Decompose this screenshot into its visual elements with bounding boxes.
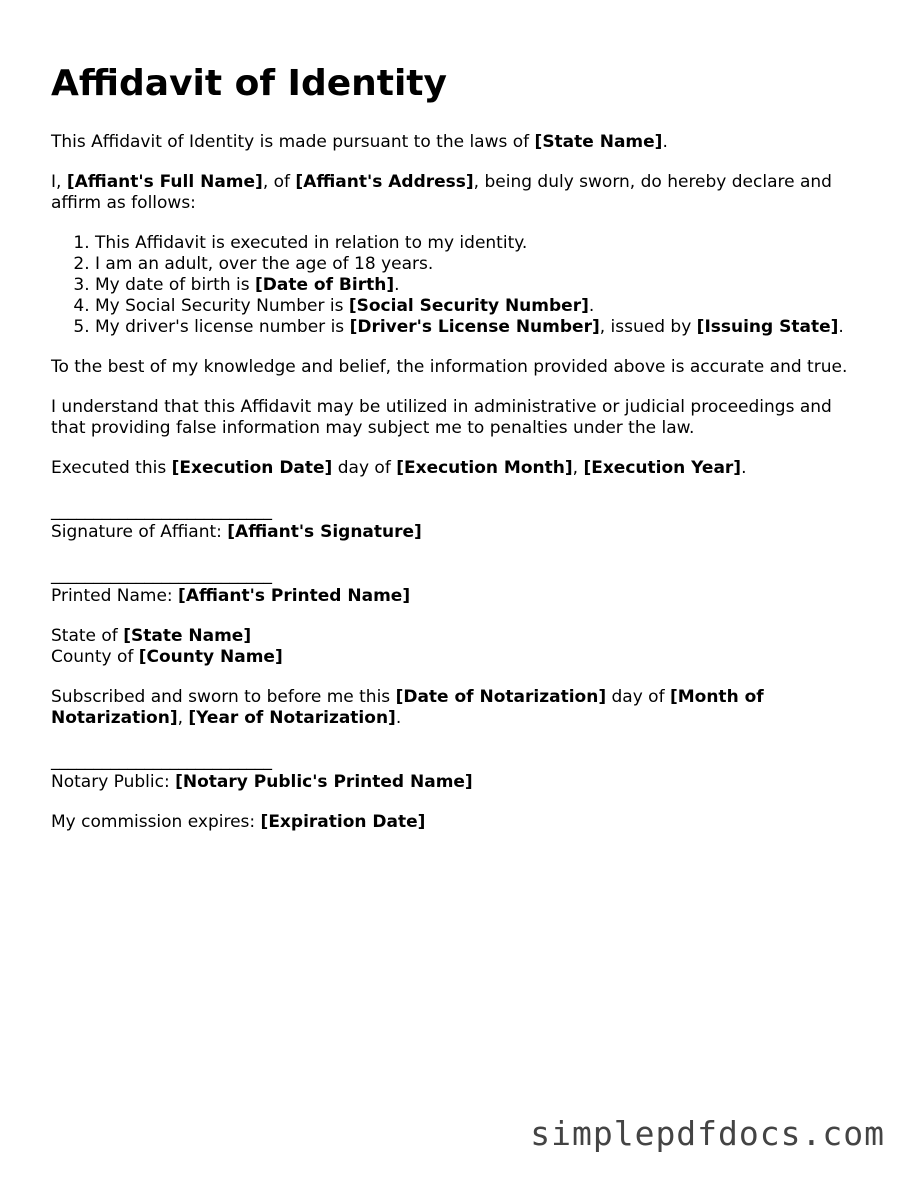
list-item-suffix: . — [588, 296, 595, 317]
subscribed-paragraph — [51, 687, 871, 729]
notary-field — [51, 772, 871, 793]
list-item-text: I am an adult, over the age of 18 years. — [95, 254, 434, 275]
dob-placeholder: [Date of Birth] — [255, 275, 395, 296]
intro-text: This Affidavit of Identity is made pursuant to the laws of — [51, 132, 535, 153]
executed-paragraph — [51, 458, 871, 479]
list-item-text: My date of birth is — [95, 275, 255, 296]
issuing-state-placeholder: [Issuing State] — [696, 317, 839, 338]
statements-list — [51, 233, 871, 338]
declaration-prefix: I, — [51, 172, 67, 193]
list-item-text: My driver's license number is — [95, 317, 350, 338]
declaration-paragraph — [51, 172, 871, 214]
notary-placeholder: [Notary Public's Printed Name] — [175, 772, 473, 793]
executed-mid: day of — [332, 458, 397, 479]
execution-year-placeholder: [Execution Year] — [583, 458, 742, 479]
list-item-mid: , issued by — [599, 317, 697, 338]
printed-name-label: Printed Name: — [51, 586, 179, 607]
notarization-date-placeholder: [Date of Notarization] — [395, 687, 607, 708]
execution-month-placeholder: [Execution Month] — [396, 458, 573, 479]
belief-paragraph: To the best of my knowledge and belief, the information provided above is accurate and true. — [51, 357, 848, 378]
commission-field — [51, 812, 871, 833]
notary-line: __________________________ — [51, 751, 272, 772]
signature-field — [51, 522, 871, 543]
ssn-placeholder: [Social Security Number] — [348, 296, 589, 317]
signature-line: __________________________ — [51, 501, 272, 522]
list-item-suffix: . — [838, 317, 844, 338]
state-placeholder: [State Name] — [534, 132, 663, 153]
subscribed-suffix: . — [395, 708, 402, 729]
venue-block — [51, 626, 871, 668]
document-title: Affidavit of Identity — [51, 63, 447, 104]
expiration-date-placeholder: [Expiration Date] — [260, 812, 426, 833]
list-item-text: My Social Security Number is — [95, 296, 349, 317]
document-page — [51, 62, 871, 852]
notarization-month-placeholder: [Month of Notarization] — [51, 687, 764, 729]
signature-placeholder: [Affiant's Signature] — [227, 522, 422, 543]
subscribed-mid: day of — [606, 687, 670, 708]
understand-paragraph: I understand that this Affidavit may be utilized in administrative or judicial proceedings and that providing false information may subject me to penalties under the law. — [51, 397, 832, 439]
list-item-text: This Affidavit is executed in relation to my identity. — [95, 233, 528, 254]
executed-mid: , — [572, 458, 584, 479]
signature-label: Signature of Affiant: — [51, 522, 228, 543]
printed-name-placeholder: [Affiant's Printed Name] — [178, 586, 411, 607]
declaration-suffix: , being duly sworn, do hereby declare and affirm as follows: — [51, 172, 832, 214]
state-of-placeholder: [State Name] — [123, 626, 252, 647]
subscribed-prefix: Subscribed and sworn to before me this — [51, 687, 396, 708]
executed-prefix: Executed this — [51, 458, 172, 479]
printed-name-line: __________________________ — [51, 565, 272, 586]
list-item-suffix: . — [394, 275, 400, 296]
license-placeholder: [Driver's License Number] — [349, 317, 600, 338]
intro-suffix: . — [662, 132, 668, 153]
execution-date-placeholder: [Execution Date] — [171, 458, 333, 479]
printed-name-field — [51, 586, 871, 607]
commission-label: My commission expires: — [51, 812, 261, 833]
county-placeholder: [County Name] — [138, 647, 283, 668]
intro-paragraph — [51, 132, 871, 153]
affiant-address-placeholder: [Affiant's Address] — [295, 172, 474, 193]
subscribed-mid: , — [177, 708, 189, 729]
watermark-text: simplepdfdocs.com — [530, 1114, 885, 1153]
declaration-mid: , of — [262, 172, 296, 193]
list-item — [95, 296, 871, 317]
county-of-label: County of — [51, 647, 139, 668]
state-of-label: State of — [51, 626, 124, 647]
list-item — [95, 317, 871, 338]
list-item — [95, 254, 871, 275]
notarization-year-placeholder: [Year of Notarization] — [188, 708, 396, 729]
list-item — [95, 275, 871, 296]
notary-label: Notary Public: — [51, 772, 176, 793]
executed-suffix: . — [741, 458, 747, 479]
affiant-name-placeholder: [Affiant's Full Name] — [66, 172, 263, 193]
list-item — [95, 233, 871, 254]
